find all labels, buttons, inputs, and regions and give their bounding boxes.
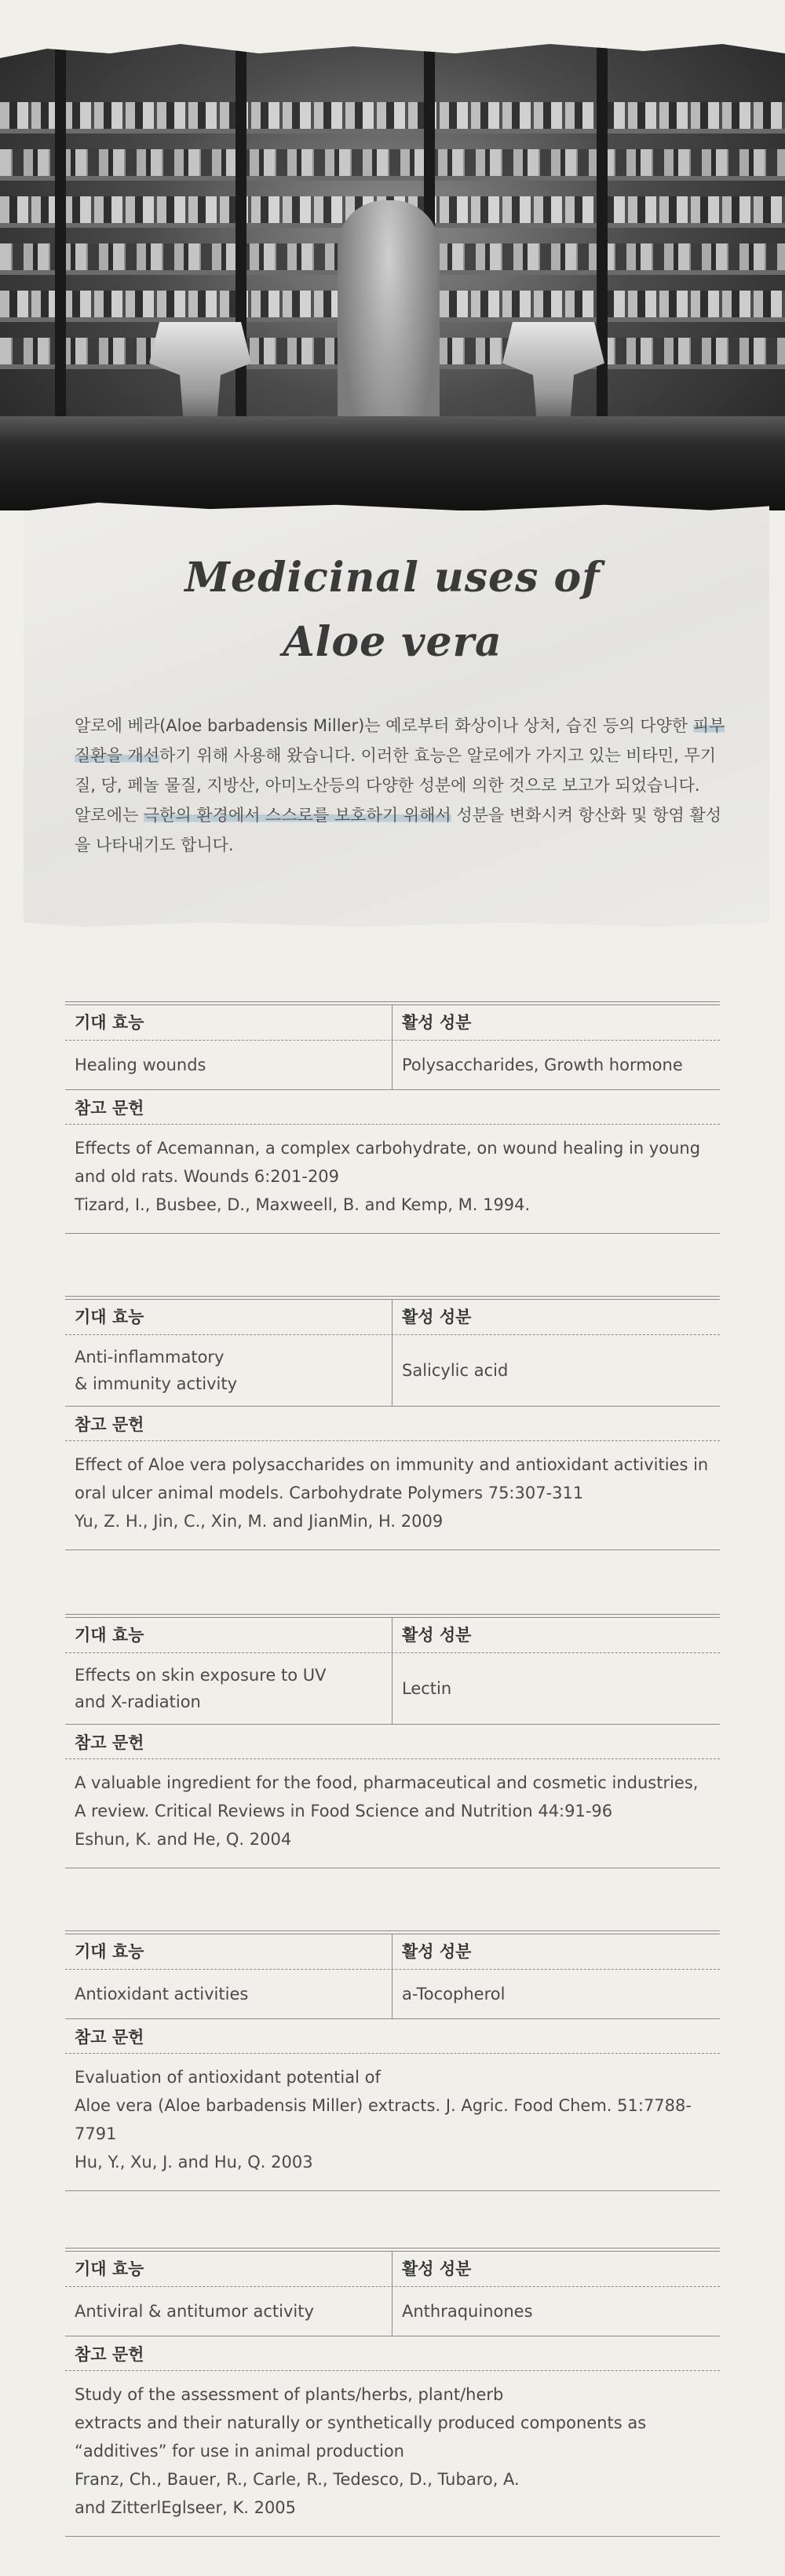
entry-table-1 (65, 1001, 720, 1234)
entry-table-4 (65, 1930, 720, 2191)
entry-table-2 (65, 1296, 720, 1550)
apothecary-photo (0, 39, 785, 510)
ingredient-header: 활성 성분 (392, 1618, 720, 1652)
reference-header: 참고 문헌 (65, 1725, 720, 1759)
reference-text: Effect of Aloe vera polysaccharides on immunity and antioxidant activities in oral ulcer animal models. Carbohydrate Polymers 75:307-311 Yu, Z. H., Jin, C., Xin, M. and JianMin, H. 2009 (65, 1441, 720, 1550)
effect-value: Antiviral & antitumor activity (75, 2302, 314, 2321)
reference-text: Effects of Acemannan, a complex carbohydrate, on wound healing in young and old rats. Wounds 6:201-209 Tizard, I., Busbee, D., Maxweell, B. and Kemp, M. 1994. (65, 1125, 720, 1234)
intro-text (75, 711, 726, 860)
reference-text: A valuable ingredient for the food, pharmaceutical and cosmetic industries, A review. Critical Reviews in Food Science and Nutrition 44:91-96 Eshun, K. and He, Q. 2004 (65, 1759, 720, 1868)
reference-header: 참고 문헌 (65, 1407, 720, 1441)
effect-header: 기대 효능 (75, 1942, 144, 1961)
effect-header: 기대 효능 (75, 1626, 144, 1645)
title-line-2: Aloe vera (283, 618, 502, 666)
effect-value: Antioxidant activities (75, 1985, 249, 2003)
ingredient-value: Salicylic acid (392, 1335, 720, 1406)
reference-header: 참고 문헌 (65, 2019, 720, 2054)
reference-header: 참고 문헌 (65, 2336, 720, 2371)
effect-value: Anti-inflammatory & immunity activity (75, 1348, 237, 1393)
effect-header: 기대 효능 (75, 2259, 144, 2278)
title-line-1: Medicinal uses of (184, 554, 601, 602)
effect-header: 기대 효능 (75, 1013, 144, 1032)
ingredient-header: 활성 성분 (392, 1934, 720, 1969)
reference-text: Study of the assessment of plants/herbs, plant/herb extracts and their naturally or synthetically produced components as “additives” for use in animal production Franz, Ch., Bauer, R., Carle, R., Tedesco, D., Tubaro, A. and ZitterlEglseer, K. 2005 (65, 2371, 720, 2537)
effect-value: Healing wounds (75, 1056, 206, 1074)
intro-paragraph-2: 알로에는 극한의 환경에서 스스로를 보호하기 위해서 성분을 변화시켜 항산화 및 항염 활성을 나타내기도 합니다. (75, 806, 722, 854)
ingredient-value: Polysaccharides, Growth hormone (392, 1041, 720, 1089)
effect-header: 기대 효능 (75, 1308, 144, 1326)
ingredient-value: Anthraquinones (392, 2287, 720, 2336)
page-title (0, 546, 785, 675)
counter (0, 416, 785, 510)
ingredient-value: Lectin (392, 1653, 720, 1724)
ingredient-header: 활성 성분 (392, 1300, 720, 1334)
effect-value: Effects on skin exposure to UV and X-radiation (75, 1666, 327, 1711)
entry-table-3 (65, 1614, 720, 1868)
reference-text: Evaluation of antioxidant potential of Aloe vera (Aloe barbadensis Miller) extracts. J. Agric. Food Chem. 51:7788-7791 Hu, Y., Xu, J. and Hu, Q. 2003 (65, 2054, 720, 2191)
entry-table-5 (65, 2248, 720, 2537)
ingredient-value: a-Tocopherol (392, 1970, 720, 2018)
reference-header: 참고 문헌 (65, 1090, 720, 1125)
ingredient-header: 활성 성분 (392, 2252, 720, 2286)
intro-paragraph-1: 알로에 베라(Aloe barbadensis Miller)는 예로부터 화상이나 상처, 습진 등의 다양한 피부 질환을 개선하기 위해 사용해 왔습니다. 이러한 효능은 알로에가 가지고 있는 비타민, 무기질, 당, 페놀 물질, 지방산, 아미노산등의 다양한 성분에 의한 것으로 보고가 되었습니다. (75, 716, 725, 795)
ingredient-header: 활성 성분 (392, 1005, 720, 1040)
highlight-2: 극한의 환경에서 스스로를 보호하기 위해서 (143, 806, 451, 825)
highlight-1: 피부 질환을 개선 (75, 716, 725, 765)
